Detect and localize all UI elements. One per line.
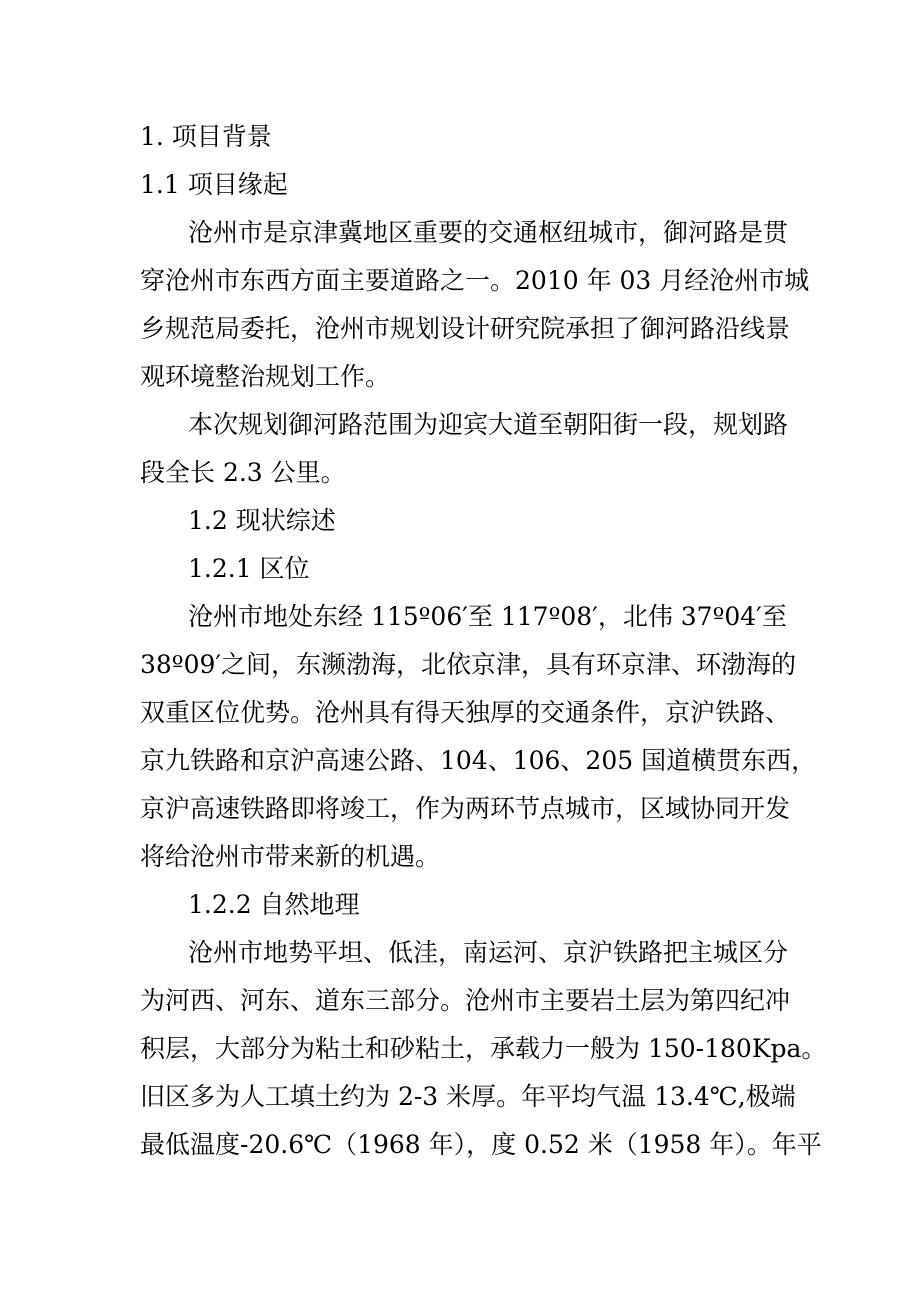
text-line: 沧州市地处东经 115º06′至 117º08′，北伟 37º04′至 [188,602,787,631]
text-line: 38º09′之间，东濒渤海，北依京津，具有环京津、环渤海的 [140,650,797,679]
text-line: 沧州市是京津冀地区重要的交通枢纽城市，御河路是贯 [188,218,789,247]
text-line: 乡规范局委托，沧州市规划设计研究院承担了御河路沿线景 [140,314,791,343]
heading-status-overview: 1.2 现状综述 [188,506,336,535]
text-line: 为河西、河东、道东三部分。沧州市主要岩土层为第四纪冲 [140,986,791,1015]
heading-project-background: 1. 项目背景 [140,122,272,151]
text-line: 最低温度-20.6℃（1968 年），度 0.52 米（1958 年）。年平 [140,1130,822,1159]
text-line: 双重区位优势。沧州具有得天独厚的交通条件，京沪铁路、 [140,698,791,727]
text-line: 旧区多为人工填土约为 2-3 米厚。年平均气温 13.4℃,极端 [140,1082,796,1111]
text-line: 积层，大部分为粘土和砂粘土，承载力一般为 150-180Kpa。 [140,1034,827,1063]
text-line: 将给沧州市带来新的机遇。 [140,842,441,871]
text-line: 沧州市地势平坦、低洼，南运河、京沪铁路把主城区分 [188,938,789,967]
text-line: 本次规划御河路范围为迎宾大道至朝阳街一段，规划路 [188,410,789,439]
text-line: 京九铁路和京沪高速公路、104、106、205 国道横贯东西， [140,746,817,775]
heading-project-origin: 1.1 项目缘起 [140,170,288,199]
text-line: 穿沧州市东西方面主要道路之一。2010 年 03 月经沧州市城 [140,266,810,295]
text-line: 段全长 2.3 公里。 [140,458,346,487]
text-line: 京沪高速铁路即将竣工，作为两环节点城市，区域协同开发 [140,794,791,823]
text-line: 观环境整治规划工作。 [140,362,391,391]
heading-natural-geography: 1.2.2 自然地理 [188,890,360,919]
heading-location: 1.2.1 区位 [188,554,310,583]
